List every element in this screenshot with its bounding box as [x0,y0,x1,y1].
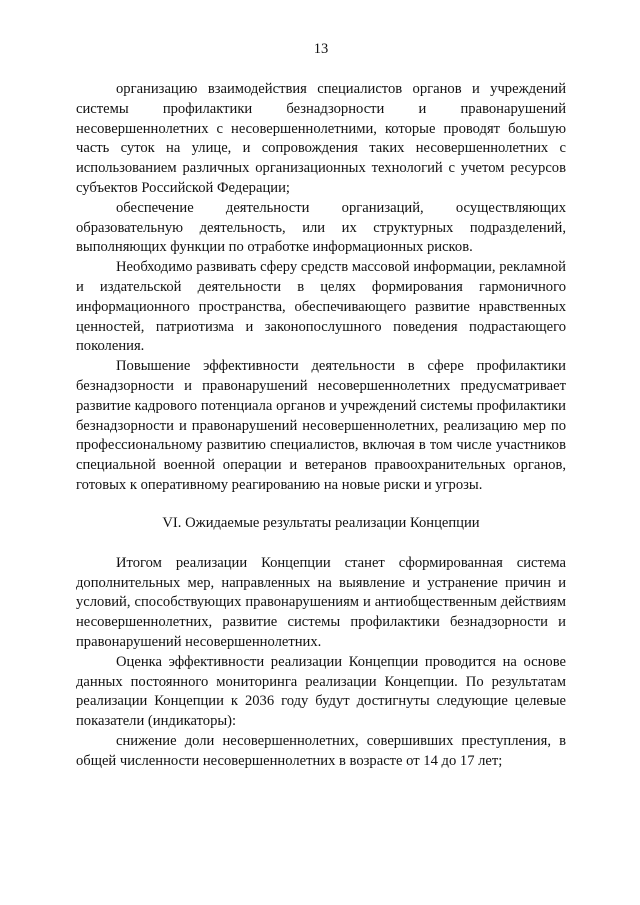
page-number: 13 [313,41,329,57]
paragraph-indicator-reduction: снижение доли несовершеннолетних, совершивших преступления, в общей численности несовершеннолетних в возрасте от 14 до 17 лет; [76,732,566,769]
paragraph-concept-result: Итогом реализации Концепции станет сформированная система дополнительных мер, направленных на выявление и устранение причин и условий, способствующих правонарушениям и антиобщественным действиям несовершеннолетних, развитие системы профилактики безнадзорности и правонарушений несовершеннолетних. [76,554,566,650]
paragraph-mass-media: Необходимо развивать сферу средств массовой информации, рекламной и издательской деятельности в целях формирования гармоничного информационного пространства, обеспечивающего развитие нравственных ценностей, патриотизма и законопослушного поведения подрастающего поколения. [76,259,566,355]
paragraph-efficiency-evaluation: Оценка эффективности реализации Концепции проводится на основе данных постоянного мониторинга реализации Концепции. По результатам реализации Концепции к 2036 году будут достигнуты следующие целевые показатели (индикаторы): [76,653,566,730]
paragraph-staff-potential: Повышение эффективности деятельности в сфере профилактики безнадзорности и правонарушений несовершеннолетних предусматривает развитие кадрового потенциала органов и учреждений системы профилактики безнадзорности и правонарушений несовершеннолетних, реализацию мер по профессиональному развитию специалистов, включая в том числе участников специальной военной операции и ветеранов правоохранительных органов, готовых к оперативному реагированию на новые риски и угрозы. [76,358,566,493]
section-heading: VI. Ожидаемые результаты реализации Концепции [162,514,480,531]
paragraph-interaction-organization: организацию взаимодействия специалистов органов и учреждений системы профилактики безнадзорности и правонарушений несовершеннолетних с несовершеннолетними, которые проводят большую часть суток на улице, и сопровождения таких несовершеннолетних с использованием различных организационных технологий с учетом ресурсов субъектов Российской Федерации; [76,81,566,196]
paragraph-information-risks: обеспечение деятельности организаций, осуществляющих образовательную деятельность, или их структурных подразделений, выполняющих функции по отработке информационных рисков. [76,199,566,256]
document-body [76,80,566,772]
